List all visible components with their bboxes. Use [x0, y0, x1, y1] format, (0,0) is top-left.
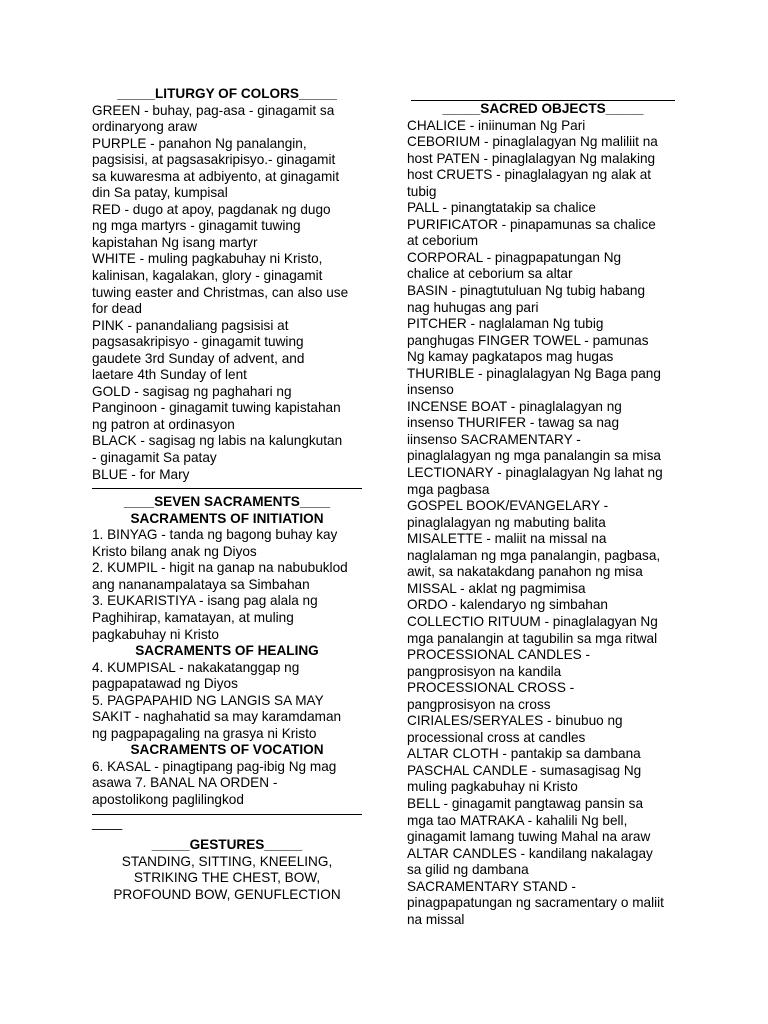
text-line: pagpapatawad ng Diyos [92, 676, 238, 692]
text-line: Paghihirap, kamatayan, at muling [92, 609, 294, 625]
initiation-list [92, 527, 362, 643]
text-line: GOLD - sagisag ng paghahari ng [92, 383, 292, 399]
sacraments-of-initiation-heading: SACRAMENTS OF INITIATION [130, 510, 324, 526]
text-line: CORPORAL - pinagpapatungan Ng [407, 249, 622, 265]
text-line: STANDING, SITTING, KNEELING, [121, 853, 333, 869]
text-line: sa kuwaresma at adbiyento, at ginagamit [92, 168, 340, 184]
gestures-list [92, 854, 362, 904]
text-line: PROFOUND BOW, GENUFLECTION [113, 886, 341, 902]
text-line: mga pagbasa [407, 481, 490, 497]
text-line: pagsisisi, at pagsasakripisyo.- ginagamit [92, 152, 336, 168]
text-line: at ceborium [407, 233, 479, 249]
text-line: insenso [407, 382, 454, 398]
healing-list [92, 660, 362, 743]
text-line: apostolikong paglilingkod [92, 791, 244, 807]
text-line: pinaglalagyan ng mabuting balita [407, 514, 606, 530]
seven-sacraments-heading: ____SEVEN SACRAMENTS____ [123, 494, 331, 510]
gestures-heading: _____GESTURES_____ [151, 837, 303, 853]
text-line: naglalaman ng mga panalangin, pagbasa, [407, 547, 661, 563]
text-line: pinagpapatungan ng sacramentary o maliit [407, 895, 664, 911]
text-line: ALTAR CLOTH - pantakip sa dambana [407, 746, 641, 762]
text-line: PURPLE - panahon Ng panalangin, [92, 135, 307, 151]
divider-rule [411, 86, 675, 101]
text-line: LECTIONARY - pinaglalagyan Ng lahat ng [407, 465, 663, 481]
text-line: ng mga martyrs - ginagamit tuwing [92, 218, 301, 234]
text-line: INCENSE BOAT - pinaglalagyan ng [407, 398, 622, 414]
text-line: ORDO - kalendaryo ng simbahan [407, 597, 608, 613]
text-line: BELL - ginagamit pangtawag pansin sa [407, 795, 644, 811]
text-line: kapistahan Ng isang martyr [92, 234, 258, 250]
text-line: WHITE - muling pagkabuhay ni Kristo, [92, 251, 323, 267]
text-line: for dead [92, 301, 142, 317]
text-line: asawa 7. BANAL NA ORDEN - [92, 775, 278, 791]
sacraments-of-healing-heading: SACRAMENTS OF HEALING [135, 643, 319, 659]
text-line: ordinaryong araw [92, 119, 198, 135]
text-line: RED - dugo at apoy, pagdanak ng dugo [92, 201, 331, 217]
text-line: GREEN - buhay, pag-asa - ginagamit sa [92, 102, 335, 118]
text-line: ng patron at ordinasyon [92, 416, 235, 432]
text-line: 6. KASAL - pinagtipang pag-ibig Ng mag [92, 758, 337, 774]
text-line: ginagamit lamang tuwing Mahal na araw [407, 829, 651, 845]
text-line: 2. KUMPIL - higit na ganap na nabubuklod [92, 560, 348, 576]
text-line: mga panalangin at tagubilin sa mga ritwal [407, 630, 658, 646]
text-line: processional cross at candles [407, 729, 586, 745]
text-line: MISALETTE - maliit na missal na [407, 531, 607, 547]
text-line: PURIFICATOR - pinapamunas sa chalice [407, 216, 656, 232]
text-line: PINK - panandaliang pagsisisi at [92, 317, 289, 333]
liturgy-of-colors-list [92, 103, 362, 484]
vocation-list [92, 759, 362, 809]
text-line: BLUE - for Mary [92, 466, 190, 482]
text-line: pangprosisyon na kandila [407, 663, 562, 679]
sacred-objects-heading: _____SACRED OBJECTS_____ [442, 101, 644, 116]
text-line: MISSAL - aklat ng pagmimisa [407, 580, 586, 596]
text-line: ang nananampalataya sa Simbahan [92, 576, 310, 592]
text-line: SAKIT - naghahatid sa may karamdaman [92, 709, 342, 725]
text-line: - ginagamit Sa patay [92, 450, 217, 466]
text-line: CHALICE - iniinuman Ng Pari [407, 117, 586, 133]
text-line: 5. PAGPAPAHID NG LANGIS SA MAY [92, 692, 324, 708]
text-line: chalice at ceborium sa altar [407, 266, 573, 282]
text-line: GOSPEL BOOK/EVANGELARY - [407, 498, 609, 514]
sacraments-of-vocation-heading: SACRAMENTS OF VOCATION [130, 742, 324, 758]
text-line: PITCHER - naglalaman Ng tubig [407, 316, 604, 332]
text-line: Kristo bilang anak ng Diyos [92, 543, 257, 559]
text-line: tuwing easter and Christmas, can also use [92, 284, 349, 300]
text-line: THURIBLE - pinaglalagyan Ng Baga pang [407, 365, 661, 381]
text-line: tubig [407, 183, 437, 199]
text-line: CIRIALES/SERYALES - binubuo ng [407, 713, 623, 729]
text-line: 1. BINYAG - tanda ng bagong buhay kay [92, 527, 338, 543]
rule-tail: ____ [92, 814, 123, 830]
text-line: laetare 4th Sunday of lent [92, 367, 247, 383]
text-line: muling pagkabuhay ni Kristo [407, 779, 578, 795]
text-line: insenso THURIFER - tawag sa nag [407, 415, 620, 431]
text-line: PROCESSIONAL CROSS - [407, 680, 575, 696]
text-line: na missal [407, 911, 465, 927]
text-line: PALL - pinangtatakip sa chalice [407, 200, 596, 216]
text-line: awit, sa nakatakdang panahon ng misa [407, 564, 643, 580]
text-line: kalinisan, kagalakan, glory - ginagamit [92, 268, 323, 284]
text-line: Panginoon - ginagamit tuwing kapistahan [92, 400, 341, 416]
text-line: host PATEN - pinaglalagyan Ng malaking [407, 150, 656, 166]
text-line: Ng kamay pagkatapos mag hugas [407, 349, 614, 365]
text-line: BLACK - sagisag ng labis na kalungkutan [92, 433, 343, 449]
text-line: sa gilid ng dambana [407, 862, 529, 878]
text-line: ng pagpapagaling na grasya ni Kristo [92, 725, 317, 741]
liturgy-of-colors-heading: _____LITURGY OF COLORS_____ [117, 86, 337, 101]
text-line: PASCHAL CANDLE - sumasagisag Ng [407, 762, 642, 778]
text-line: COLLECTIO RITUUM - pinaglalagyan Ng [407, 613, 658, 629]
text-line: STRIKING THE CHEST, BOW, [133, 870, 321, 886]
text-line: mga tao MATRAKA - kahalili Ng bell, [407, 812, 628, 828]
text-line: pangprosisyon na cross [407, 696, 551, 712]
text-line: SACRAMENTARY STAND - [407, 878, 576, 894]
text-line: pinaglalagyan ng mga panalangin sa misa [407, 448, 661, 464]
text-line: PROCESSIONAL CANDLES - [407, 647, 591, 663]
text-line: gaudete 3rd Sunday of advent, and [92, 350, 305, 366]
text-line: pagsasakripisyo - ginagamit tuwing [92, 334, 304, 350]
text-line: 3. EUKARISTIYA - isang pag alala ng [92, 593, 318, 609]
text-line: iinsenso SACRAMENTARY - [407, 431, 581, 447]
text-line: ALTAR CANDLES - kandilang nakalagay [407, 845, 653, 861]
left-column [92, 86, 362, 903]
text-line: panghugas FINGER TOWEL - pamunas [407, 332, 649, 348]
text-line: din Sa patay, kumpisal [92, 185, 228, 201]
text-line: 4. KUMPISAL - nakakatanggap ng [92, 659, 300, 675]
text-line: host CRUETS - pinaglalagyan ng alak at [407, 167, 652, 183]
text-line: pagkabuhay ni Kristo [92, 626, 219, 642]
text-line: CEBORIUM - pinaglalagyan Ng maliliit na [407, 134, 658, 150]
text-line: BASIN - pinagtutuluan Ng tubig habang [407, 283, 646, 299]
divider-rule [92, 488, 362, 489]
text-line: nag huhugas ang pari [407, 299, 539, 315]
sacred-objects-list [407, 118, 679, 929]
right-column [407, 86, 679, 928]
